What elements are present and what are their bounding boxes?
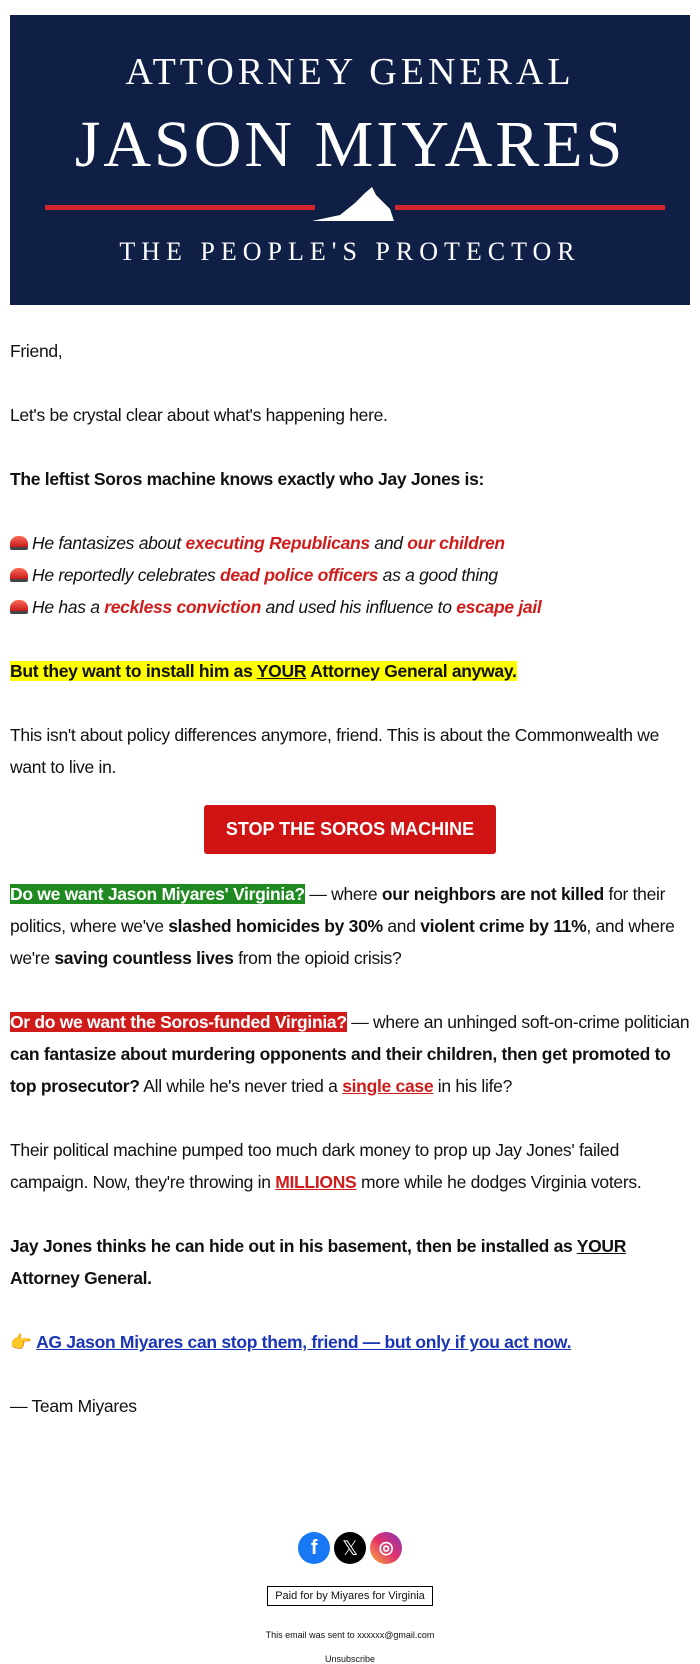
greeting: Friend, bbox=[10, 341, 63, 361]
banner-divider bbox=[45, 205, 315, 210]
facebook-icon[interactable]: f bbox=[298, 1532, 330, 1564]
x-icon[interactable]: 𝕏 bbox=[334, 1532, 366, 1564]
banner-tagline: THE PEOPLE'S PROTECTOR bbox=[119, 237, 581, 266]
paragraph: Or do we want the Soros-funded Virginia? — where an unhinged soft-on-crime politician can fantasize about murdering opponents and their children, then get promoted to top prosecutor? All while he's never tried a single case in his life? bbox=[10, 1012, 690, 1096]
siren-icon bbox=[10, 568, 28, 582]
single-case-link[interactable]: single case bbox=[342, 1076, 434, 1096]
banner-name: JASON MIYARES bbox=[74, 108, 626, 181]
stop-soros-machine-button[interactable]: STOP THE SOROS MACHINE bbox=[204, 805, 496, 854]
paragraph: This isn't about policy differences anymore, friend. This is about the Commonwealth we want to live in. bbox=[10, 725, 660, 777]
list-item: He has a reckless conviction and used his influence to escape jail bbox=[10, 597, 541, 617]
footer bbox=[10, 1532, 690, 1664]
siren-icon bbox=[10, 600, 28, 614]
act-now-link[interactable]: AG Jason Miyares can stop them, friend — but only if you act now. bbox=[36, 1332, 572, 1352]
millions-link[interactable]: MILLIONS bbox=[275, 1172, 357, 1192]
virginia-map-icon bbox=[310, 185, 395, 225]
list-item: He reportedly celebrates dead police officers as a good thing bbox=[10, 565, 498, 585]
highlight-paragraph: But they want to install him as YOUR Attorney General anyway. bbox=[10, 661, 517, 681]
list-item: He fantasizes about executing Republicans and our children bbox=[10, 533, 505, 553]
paragraph: The leftist Soros machine knows exactly who Jay Jones is: bbox=[10, 469, 485, 489]
siren-icon bbox=[10, 536, 28, 550]
sent-to-notice: This email was sent to xxxxxx@gmail.com bbox=[265, 1630, 435, 1640]
banner-divider bbox=[395, 205, 665, 210]
pointing-hand-icon: 👉 bbox=[10, 1332, 32, 1352]
bullet-list bbox=[10, 527, 690, 623]
paid-for-notice: Paid for by Miyares for Virginia bbox=[267, 1586, 433, 1606]
paragraph: Jay Jones thinks he can hide out in his basement, then be installed as YOUR Attorney General. bbox=[10, 1236, 627, 1288]
paragraph: Let's be crystal clear about what's happening here. bbox=[10, 405, 388, 425]
banner-title: ATTORNEY GENERAL bbox=[125, 51, 575, 93]
unsubscribe-link[interactable]: Unsubscribe bbox=[324, 1654, 376, 1664]
signoff: — Team Miyares bbox=[10, 1396, 137, 1416]
cta-link-paragraph bbox=[10, 1326, 690, 1358]
instagram-icon[interactable]: ◎ bbox=[370, 1532, 402, 1564]
paragraph: Their political machine pumped too much dark money to prop up Jay Jones' failed campaign. Now, they're throwing in MILLIONS more while he dodges Virginia voters. bbox=[10, 1140, 642, 1192]
header-banner bbox=[10, 15, 690, 305]
paragraph: Do we want Jason Miyares' Virginia? — where our neighbors are not killed for their politics, where we've slashed homicides by 30% and violent crime by 11%, and where we're saving countless lives from the opioid crisis? bbox=[10, 884, 675, 968]
